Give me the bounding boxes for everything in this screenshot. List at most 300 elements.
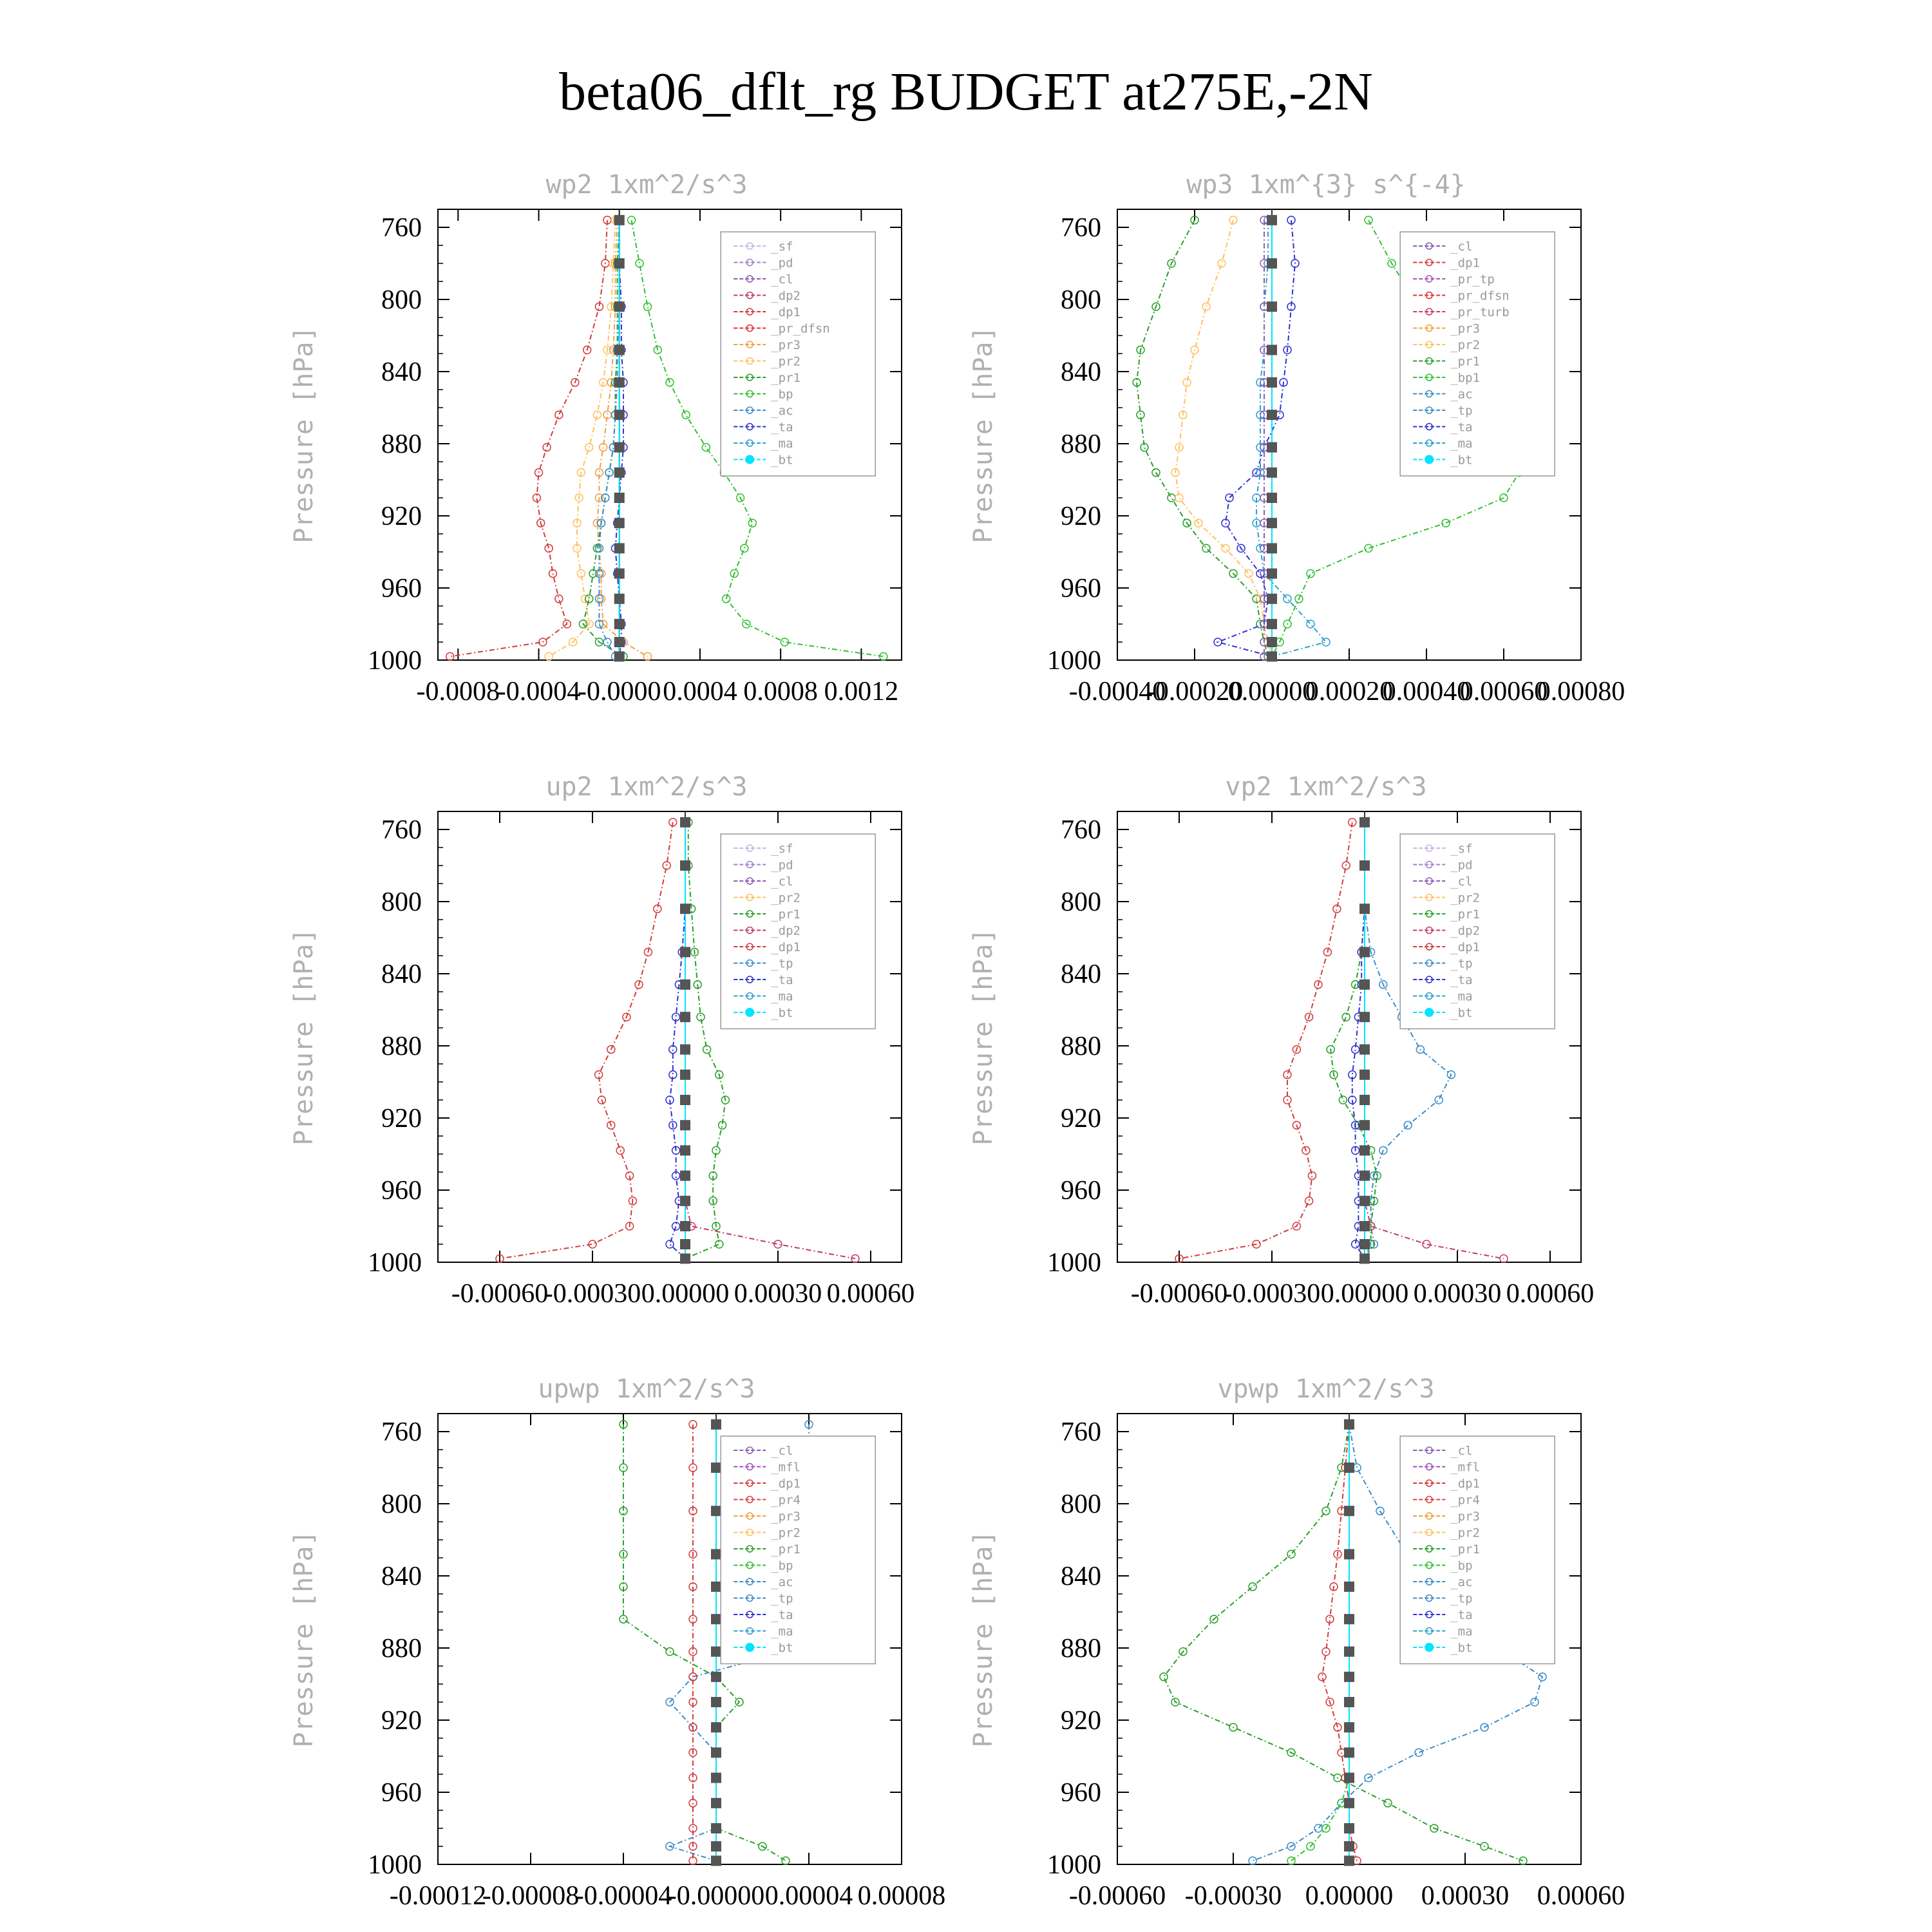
chart-panel: [289, 772, 914, 1309]
legend-entry: _cl: [1450, 240, 1473, 254]
data-point: [782, 1857, 790, 1864]
legend-entry: _dp1: [1450, 1477, 1480, 1491]
data-point: [1267, 619, 1277, 629]
y-tick-label: 920: [1061, 1706, 1101, 1736]
legend-entry: _mfl: [771, 1460, 800, 1475]
data-point: [1359, 1012, 1370, 1022]
legend-entry: _tp: [1450, 1591, 1473, 1606]
data-point: [1359, 904, 1370, 914]
x-tick-label: -0.0008: [416, 677, 500, 706]
data-point: [680, 860, 690, 871]
data-point: [1267, 543, 1277, 553]
x-tick-label: -0.00060: [1130, 1279, 1228, 1309]
legend-entry: _ma: [1450, 1624, 1473, 1639]
data-point: [702, 444, 710, 451]
legend-marker: [745, 455, 754, 464]
data-point: [1404, 1121, 1412, 1129]
data-point: [1202, 303, 1210, 310]
data-point: [680, 1221, 690, 1231]
y-tick-label: 880: [381, 1032, 422, 1061]
y-tick-label: 880: [381, 1634, 422, 1663]
data-point: [711, 1672, 721, 1682]
data-point: [614, 543, 625, 553]
data-point: [1344, 1855, 1354, 1866]
y-tick-label: 840: [1061, 1562, 1101, 1591]
data-point: [1359, 817, 1370, 828]
data-point: [711, 1798, 721, 1808]
data-point: [1359, 947, 1370, 957]
legend-entry: _bt: [771, 453, 793, 468]
legend-entry: _pd: [1450, 858, 1473, 873]
data-point: [680, 1045, 690, 1055]
data-point: [1322, 638, 1330, 646]
legend-entry: _cl: [771, 272, 793, 287]
legend-entry: _pr2: [771, 891, 800, 905]
series-line: [549, 220, 615, 657]
series-line: [1179, 822, 1352, 1259]
data-point: [1267, 442, 1277, 453]
series-line: [1256, 220, 1326, 657]
legend-entry: _pr2: [1450, 891, 1480, 905]
legend-entry: _ac: [1450, 387, 1473, 402]
data-point: [1415, 1748, 1423, 1756]
legend-entry: _tp: [771, 956, 793, 971]
data-point: [680, 1196, 690, 1206]
data-point: [620, 1615, 627, 1623]
legend-entry: _pr2: [1450, 338, 1480, 352]
legend-entry: _tp: [1450, 404, 1473, 418]
chart-panel: [289, 170, 902, 706]
data-point: [1160, 1673, 1168, 1681]
data-point: [614, 215, 625, 225]
legend-entry: _pr4: [1450, 1493, 1480, 1508]
legend-entry: _dp2: [771, 923, 800, 938]
data-point: [614, 651, 625, 661]
legend-entry: _pr1: [1450, 907, 1480, 922]
data-point: [1287, 1550, 1295, 1558]
y-tick-label: 1000: [368, 1248, 422, 1278]
y-tick-label: 920: [381, 502, 422, 531]
y-tick-label: 880: [381, 430, 422, 459]
data-point: [1531, 1698, 1539, 1706]
data-point: [680, 1120, 690, 1130]
legend-entry: _sf: [771, 842, 793, 856]
data-point: [1342, 1013, 1350, 1021]
data-point: [1359, 1095, 1370, 1105]
data-point: [1344, 1549, 1354, 1559]
data-point: [1344, 1747, 1354, 1757]
data-point: [614, 518, 625, 528]
x-tick-label: -0.00060: [1068, 1881, 1166, 1911]
x-tick-label: 0.00004: [764, 1881, 853, 1911]
data-point: [1267, 518, 1277, 528]
series-line: [670, 822, 685, 1259]
data-point: [741, 544, 748, 552]
data-point: [1344, 1823, 1354, 1833]
data-point: [1442, 519, 1450, 527]
y-tick-label: 800: [1061, 1490, 1101, 1519]
legend-entry: _pr4: [771, 1493, 800, 1508]
data-point: [680, 1239, 690, 1249]
y-axis-label: Pressure [hPa]: [969, 326, 998, 544]
y-tick-label: 800: [1061, 285, 1101, 315]
data-point: [555, 595, 563, 603]
series-line: [583, 220, 623, 657]
panel-title: up2 1xm^2/s^3: [545, 772, 748, 802]
data-point: [711, 1697, 721, 1707]
y-tick-label: 800: [381, 887, 422, 917]
data-point: [1359, 1171, 1370, 1181]
legend-entry: _bp: [771, 1558, 793, 1573]
panels-group: [289, 170, 1625, 1911]
y-axis-label: Pressure [hPa]: [969, 928, 998, 1146]
data-point: [680, 1012, 690, 1022]
y-axis-label: Pressure [hPa]: [969, 1530, 998, 1748]
data-point: [1435, 1096, 1443, 1104]
legend-entry: _dp1: [771, 305, 800, 319]
data-point: [1202, 544, 1210, 552]
y-tick-label: 960: [381, 1778, 422, 1808]
data-point: [585, 444, 593, 451]
x-tick-label: -0.00012: [389, 1881, 487, 1911]
data-point: [1249, 1583, 1256, 1591]
data-point: [614, 377, 625, 388]
legend-entry: _dp1: [771, 940, 800, 954]
data-point: [666, 1240, 674, 1248]
data-point: [545, 652, 553, 660]
y-axis-label: Pressure [hPa]: [289, 928, 319, 1146]
x-tick-label: -0.00020: [1146, 677, 1244, 706]
data-point: [1283, 595, 1291, 603]
y-tick-label: 760: [381, 213, 422, 243]
x-tick-label: -0.00030: [544, 1279, 641, 1309]
y-tick-label: 840: [381, 1562, 422, 1591]
legend-entry: _cl: [1450, 875, 1473, 889]
x-tick-label: -0.00030: [1184, 1881, 1282, 1911]
legend-entry: _dp1: [1450, 940, 1480, 954]
data-point: [1344, 1419, 1354, 1430]
series-line: [1137, 220, 1268, 657]
y-tick-label: 1000: [368, 646, 422, 676]
data-point: [711, 1506, 721, 1516]
y-tick-label: 760: [381, 815, 422, 845]
data-point: [1168, 494, 1175, 502]
data-point: [1267, 569, 1277, 579]
data-point: [1344, 1614, 1354, 1624]
legend-marker: [745, 1008, 754, 1017]
legend-entry: _pr2: [1450, 1526, 1480, 1540]
data-point: [711, 1823, 721, 1833]
data-point: [680, 980, 690, 990]
legend-entry: _bt: [1450, 1641, 1473, 1655]
data-point: [614, 301, 625, 312]
y-tick-label: 1000: [1047, 646, 1101, 676]
legend-entry: _ac: [771, 1575, 793, 1589]
legend-entry: _ta: [1450, 973, 1473, 987]
data-point: [1359, 1145, 1370, 1155]
legend-entry: _ta: [771, 420, 793, 435]
y-tick-label: 840: [1061, 357, 1101, 387]
x-tick-label: -0.0000: [577, 677, 661, 706]
data-point: [1307, 570, 1314, 578]
x-tick-label: 0.00060: [826, 1279, 915, 1309]
data-point: [614, 569, 625, 579]
figure-title: beta06_dflt_rg BUDGET at275E,-2N: [559, 62, 1373, 122]
x-tick-label: 0.00040: [1382, 677, 1471, 706]
legend-entry: _ma: [771, 1624, 793, 1639]
data-point: [1344, 1697, 1354, 1707]
x-tick-label: 0.00020: [1305, 677, 1394, 706]
data-point: [680, 1070, 690, 1080]
data-point: [1267, 594, 1277, 604]
x-tick-label: -0.0004: [497, 677, 581, 706]
legend-entry: _cl: [771, 1444, 793, 1458]
data-point: [1218, 260, 1226, 267]
legend-entry: _ac: [771, 404, 793, 418]
data-point: [1249, 1857, 1256, 1864]
data-point: [680, 1171, 690, 1181]
x-tick-label: -0.00000: [667, 1881, 765, 1911]
data-point: [1359, 1239, 1370, 1249]
legend-entry: _pr1: [1450, 354, 1480, 369]
data-point: [680, 1253, 690, 1264]
x-tick-label: -0.00004: [574, 1881, 672, 1911]
y-tick-label: 920: [1061, 1104, 1101, 1133]
legend-entry: _ma: [771, 989, 793, 1004]
data-point: [680, 1145, 690, 1155]
legend-entry: _pr1: [771, 907, 800, 922]
data-point: [1267, 258, 1277, 269]
y-tick-label: 960: [1061, 1778, 1101, 1808]
legend-entry: _pr3: [771, 1510, 800, 1524]
legend-entry: _tp: [1450, 956, 1473, 971]
data-point: [1287, 1857, 1295, 1864]
legend-entry: _dp2: [771, 289, 800, 303]
legend-entry: _bt: [771, 1641, 793, 1655]
legend-entry: _pr1: [771, 371, 800, 385]
series-line: [597, 220, 647, 657]
data-point: [680, 817, 690, 828]
data-point: [1359, 980, 1370, 990]
x-tick-label: 0.00030: [1421, 1881, 1510, 1911]
data-point: [603, 638, 611, 646]
x-tick-label: 0.00080: [1537, 677, 1625, 706]
series-line: [685, 822, 725, 1259]
data-point: [711, 1549, 721, 1559]
data-point: [1359, 1070, 1370, 1080]
data-point: [680, 904, 690, 914]
data-point: [1305, 1197, 1313, 1205]
legend-entry: _pr_tp: [1450, 272, 1495, 287]
y-tick-label: 880: [1061, 430, 1101, 459]
x-tick-label: -0.00008: [482, 1881, 580, 1911]
data-point: [1267, 301, 1277, 312]
y-tick-label: 840: [1061, 960, 1101, 989]
data-point: [711, 1773, 721, 1783]
y-tick-label: 920: [1061, 502, 1101, 531]
x-tick-label: 0.00030: [734, 1279, 822, 1309]
legend-entry: _ta: [771, 973, 793, 987]
legend-entry: _pr1: [1450, 1542, 1480, 1557]
y-tick-label: 920: [381, 1706, 422, 1736]
legend-entry: _pr1: [771, 1542, 800, 1557]
series-line: [1331, 822, 1377, 1259]
data-point: [593, 411, 601, 419]
data-point: [1267, 651, 1277, 661]
legend-entry: _pr3: [1450, 1510, 1480, 1524]
legend-entry: _bp: [771, 387, 793, 402]
data-point: [1359, 860, 1370, 871]
legend-entry: _ma: [1450, 437, 1473, 451]
y-tick-label: 760: [381, 1417, 422, 1447]
data-point: [1339, 1096, 1347, 1104]
y-tick-label: 800: [1061, 887, 1101, 917]
y-tick-label: 800: [381, 285, 422, 315]
y-tick-label: 880: [1061, 1032, 1101, 1061]
legend-entry: _pr_dfsn: [771, 321, 830, 336]
data-point: [1344, 1647, 1354, 1657]
data-point: [680, 947, 690, 957]
data-point: [614, 594, 625, 604]
data-point: [614, 468, 625, 478]
legend-entry: _dp1: [771, 1477, 800, 1491]
legend-entry: _sf: [1450, 842, 1473, 856]
legend-entry: _ta: [771, 1608, 793, 1622]
legend-entry: _tp: [771, 1591, 793, 1606]
data-point: [614, 442, 625, 453]
data-point: [1344, 1463, 1354, 1473]
y-tick-label: 880: [1061, 1634, 1101, 1663]
panel-title: vp2 1xm^2/s^3: [1225, 772, 1427, 802]
data-point: [1307, 620, 1314, 628]
x-tick-label: 0.0012: [824, 677, 899, 706]
y-tick-label: 1000: [1047, 1248, 1101, 1278]
data-point: [711, 1747, 721, 1757]
data-point: [1344, 1841, 1354, 1852]
legend-entry: _ta: [1450, 1608, 1473, 1622]
panel-title: vpwp 1xm^2/s^3: [1217, 1374, 1435, 1404]
chart-panel: [969, 170, 1625, 706]
data-point: [711, 1463, 721, 1473]
x-tick-label: 0.00060: [1506, 1279, 1595, 1309]
data-point: [1359, 1221, 1370, 1231]
panel-title: wp2 1xm^2/s^3: [545, 170, 748, 200]
data-point: [748, 519, 756, 527]
legend-entry: _dp1: [1450, 256, 1480, 270]
chart-panel: [969, 772, 1594, 1309]
legend-entry: _ta: [1450, 420, 1473, 435]
data-point: [711, 1419, 721, 1430]
data-point: [1344, 1773, 1354, 1783]
data-point: [1267, 493, 1277, 503]
legend-entry: _mfl: [1450, 1460, 1480, 1475]
data-point: [1359, 1120, 1370, 1130]
data-point: [1283, 1071, 1291, 1079]
series-line: [500, 822, 673, 1259]
series-line: [1322, 1425, 1357, 1861]
chart-panel: [289, 1374, 945, 1911]
data-point: [711, 1841, 721, 1852]
y-tick-label: 800: [381, 1490, 422, 1519]
y-tick-label: 1000: [368, 1850, 422, 1880]
series-line: [1291, 1425, 1349, 1861]
x-tick-label: 0.0004: [663, 677, 737, 706]
legend-entry: _pr_turb: [1450, 305, 1510, 319]
data-point: [1359, 1253, 1370, 1264]
data-point: [614, 619, 625, 629]
legend-entry: _pr3: [771, 338, 800, 352]
y-tick-label: 960: [1061, 1176, 1101, 1206]
legend-marker: [1425, 1008, 1434, 1017]
data-point: [1384, 1799, 1392, 1807]
data-point: [1344, 1506, 1354, 1516]
data-point: [1267, 215, 1277, 225]
data-point: [1267, 637, 1277, 647]
data-point: [711, 1647, 721, 1657]
panel-title: wp3 1xm^{3} s^{-4}: [1186, 170, 1466, 200]
data-point: [543, 444, 551, 451]
legend-entry: _pr_dfsn: [1450, 289, 1510, 303]
data-point: [614, 410, 625, 420]
legend-marker: [1425, 1643, 1434, 1652]
data-point: [1314, 1824, 1322, 1832]
x-tick-label: 0.00060: [1459, 677, 1548, 706]
data-point: [1245, 570, 1253, 578]
data-point: [446, 652, 454, 660]
y-tick-label: 960: [381, 574, 422, 603]
legend-box: [721, 232, 875, 476]
legend-entry: _ma: [771, 437, 793, 451]
data-point: [614, 258, 625, 269]
y-tick-label: 760: [1061, 1417, 1101, 1447]
legend-entry: _pd: [771, 256, 793, 270]
series-line: [1352, 822, 1365, 1259]
x-tick-label: 0.00008: [857, 1881, 946, 1911]
legend-marker: [745, 1643, 754, 1652]
legend-entry: _ac: [1450, 1575, 1473, 1589]
x-tick-label: 0.00030: [1413, 1279, 1502, 1309]
data-point: [682, 411, 690, 419]
legend-entry: _pr3: [1450, 321, 1480, 336]
legend-entry: _bt: [1450, 1006, 1473, 1020]
legend-entry: _dp2: [1450, 923, 1480, 938]
data-point: [1222, 544, 1229, 552]
x-tick-label: 0.00000: [1227, 677, 1316, 706]
series-line: [1175, 220, 1272, 657]
data-point: [711, 1855, 721, 1866]
legend-entry: _pr2: [771, 1526, 800, 1540]
data-point: [1267, 377, 1277, 388]
legend-entry: _pr2: [771, 354, 800, 369]
x-tick-label: -0.00060: [451, 1279, 549, 1309]
data-point: [711, 1722, 721, 1732]
x-tick-label: 0.00000: [1305, 1881, 1394, 1911]
data-point: [1267, 345, 1277, 355]
legend-entry: _cl: [771, 875, 793, 889]
data-point: [1344, 1798, 1354, 1808]
x-tick-label: 0.00060: [1537, 1881, 1625, 1911]
data-point: [555, 411, 563, 419]
legend-marker: [1425, 455, 1434, 464]
y-axis-label: Pressure [hPa]: [289, 1530, 319, 1748]
data-point: [1359, 1196, 1370, 1206]
y-axis-label: Pressure [hPa]: [289, 326, 319, 544]
legend-entry: _cl: [1450, 1444, 1473, 1458]
legend-entry: _bp1: [1450, 371, 1480, 385]
y-tick-label: 840: [381, 960, 422, 989]
data-point: [1365, 544, 1372, 552]
x-tick-label: -0.00040: [1068, 677, 1166, 706]
